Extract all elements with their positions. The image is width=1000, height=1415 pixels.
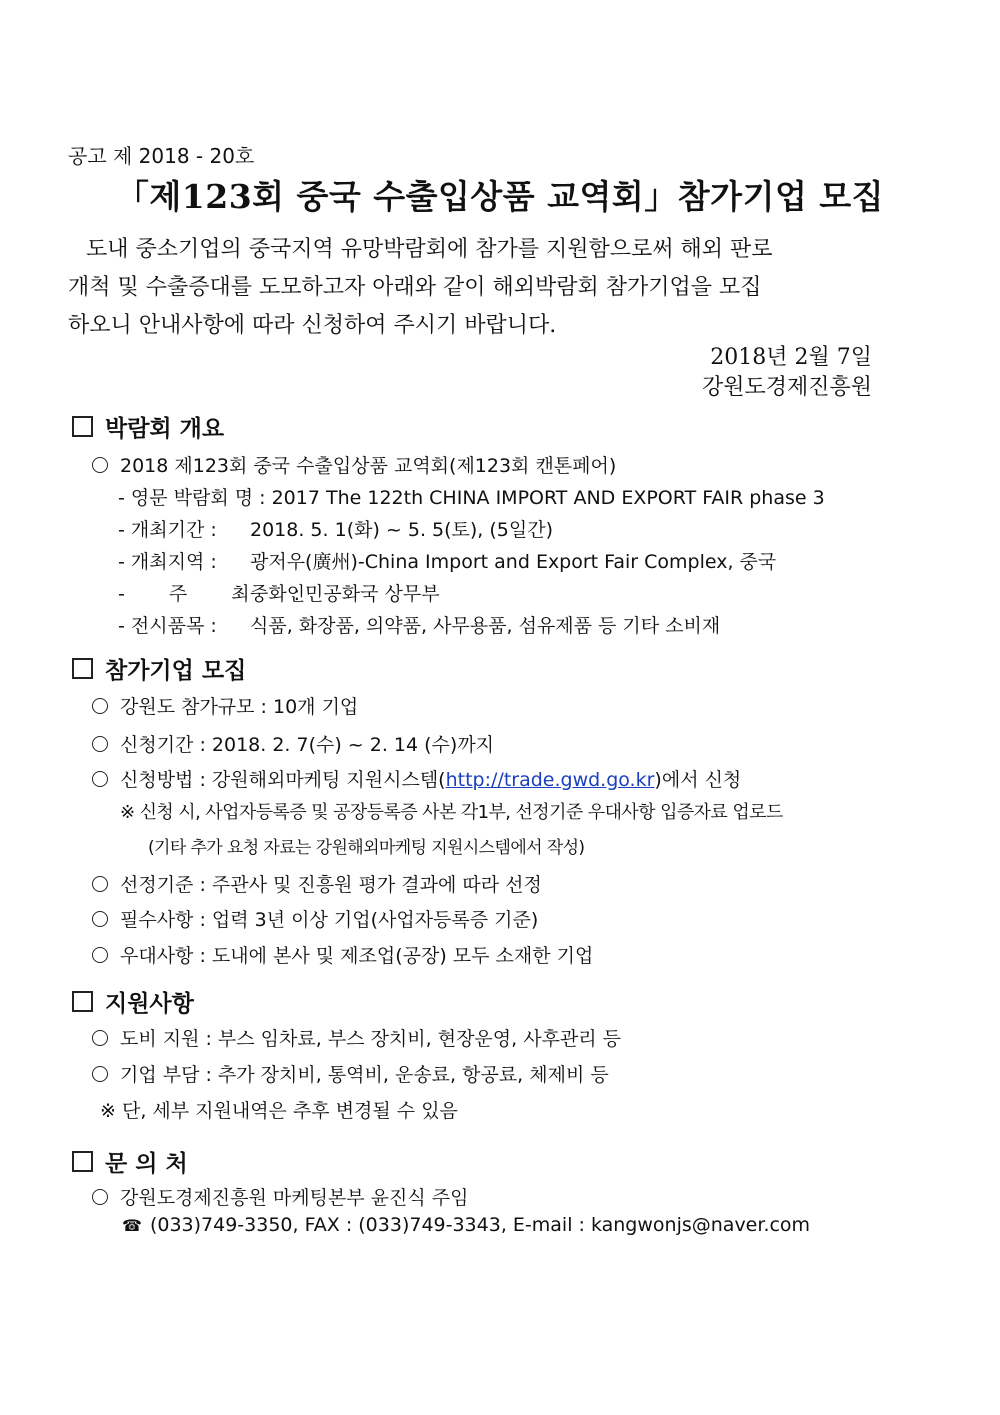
list-item xyxy=(92,1024,621,1051)
checkbox-square-icon xyxy=(72,1151,93,1172)
circle-bullet-icon xyxy=(92,1189,108,1205)
detail-label: - 주 최 : xyxy=(118,583,301,605)
list-item xyxy=(92,905,538,932)
telephone-icon: ☎ xyxy=(122,1216,142,1235)
list-item xyxy=(92,730,494,757)
detail-label: - 영문 박람회 명 xyxy=(118,487,254,509)
intro-line-1: 도내 중소기업의 중국지역 유망박람회에 참가를 지원함으로써 해외 판로 xyxy=(86,237,773,262)
note-text: (기타 추가 요청 자료는 강원해외마케팅 지원시스템에서 작성) xyxy=(148,838,585,858)
section-heading-label: 문 의 처 xyxy=(105,1151,188,1177)
list-item xyxy=(92,870,542,897)
section-heading-label: 박람회 개요 xyxy=(105,416,225,442)
circle-bullet-icon xyxy=(92,876,108,892)
intro-line-2: 개척 및 수출증대를 도모하고자 아래와 같이 해외박람회 참가기업을 모집 xyxy=(68,275,762,300)
detail-value: : 2017 The 122th CHINA IMPORT AND EXPORT FAIR phase 3 xyxy=(259,487,825,509)
list-item-text: 도비 지원 : 부스 임차료, 부스 장치비, 현장운영, 사후관리 등 xyxy=(120,1028,622,1050)
detail-label: - 개최지역 : xyxy=(118,551,217,573)
circle-bullet-icon xyxy=(92,1066,108,1082)
circle-bullet-icon xyxy=(92,911,108,927)
detail-value: 식품, 화장품, 의약품, 사무용품, 섬유제품 등 기타 소비재 xyxy=(250,615,721,637)
section-heading-recruit xyxy=(72,652,246,685)
section-heading-overview xyxy=(72,410,224,443)
circle-bullet-icon xyxy=(92,698,108,714)
contact-line xyxy=(122,1214,810,1236)
checkbox-square-icon xyxy=(72,991,93,1012)
list-item xyxy=(92,1060,609,1087)
list-item-text: 기업 부담 : 추가 장치비, 통역비, 운송료, 항공료, 체제비 등 xyxy=(120,1064,609,1086)
circle-bullet-icon xyxy=(92,771,108,787)
section-heading-contact xyxy=(72,1145,188,1178)
list-item-text: 필수사항 : 업력 3년 이상 기업(사업자등록증 기준) xyxy=(120,909,539,931)
trade-system-link[interactable]: http://trade.gwd.go.kr xyxy=(445,769,655,791)
detail-location xyxy=(118,547,776,574)
list-item xyxy=(92,1183,469,1210)
checkbox-square-icon xyxy=(72,416,93,437)
list-item-text: 신청방법 : 강원해외마케팅 지원시스템( xyxy=(120,769,446,791)
contact-text: (033)749-3350, FAX : (033)749-3343, E-mail : kangwonjs@naver.com xyxy=(149,1214,811,1236)
list-item-text: 강원도경제진흥원 마케팅본부 윤진식 주임 xyxy=(120,1187,469,1209)
detail-host xyxy=(118,579,440,606)
list-item-text: 2018 제123회 중국 수출입상품 교역회(제123회 캔톤페어) xyxy=(120,455,617,477)
detail-value: 광저우(廣州)-China Import and Export Fair Complex, 중국 xyxy=(250,551,777,573)
intro-line-3: 하오니 안내사항에 따라 신청하여 주시기 바랍니다. xyxy=(68,313,557,338)
detail-value: 2018. 5. 1(화) ~ 5. 5(토), (5일간) xyxy=(250,519,554,541)
detail-value: 중화인민공화국 상무부 xyxy=(250,583,440,605)
notice-number: 공고 제 2018 - 20호 xyxy=(68,144,255,168)
list-item-text: 신청기간 : 2018. 2. 7(수) ~ 2. 14 (수)까지 xyxy=(120,734,495,756)
issuing-org: 강원도경제진흥원 xyxy=(701,375,872,400)
circle-bullet-icon xyxy=(92,457,108,473)
checkbox-square-icon xyxy=(72,658,93,679)
note-text: ※ 신청 시, 사업자등록증 및 공장등록증 사본 각1부, 선정기준 우대사항 입증자료 업로드 xyxy=(120,802,783,823)
list-item xyxy=(92,451,616,478)
section-heading-label: 지원사항 xyxy=(105,991,194,1017)
detail-label: - 개최기간 : xyxy=(118,519,217,541)
circle-bullet-icon xyxy=(92,1030,108,1046)
list-item xyxy=(92,765,741,792)
list-item xyxy=(92,941,593,968)
circle-bullet-icon xyxy=(92,947,108,963)
list-item-text: 강원도 참가규모 : 10개 기업 xyxy=(120,696,359,718)
notice-date: 2018년 2월 7일 xyxy=(710,345,872,370)
section-heading-label: 참가기업 모집 xyxy=(105,658,247,684)
list-item-text: 우대사항 : 도내에 본사 및 제조업(공장) 모두 소재한 기업 xyxy=(120,945,594,967)
list-item-text: )에서 신청 xyxy=(654,769,742,791)
detail-label: - 전시품목 : xyxy=(118,615,217,637)
document-title: 「제123회 중국 수출입상품 교역회」참가기업 모집 xyxy=(115,177,885,216)
detail-period xyxy=(118,515,553,542)
note-text: ※ 단, 세부 지원내역은 추후 변경될 수 있음 xyxy=(100,1100,458,1122)
detail-items xyxy=(118,611,720,638)
list-item xyxy=(92,692,358,719)
detail-english-name xyxy=(118,483,825,510)
section-heading-support xyxy=(72,985,194,1018)
list-item-text: 선정기준 : 주관사 및 진흥원 평가 결과에 따라 선정 xyxy=(120,874,542,896)
circle-bullet-icon xyxy=(92,736,108,752)
